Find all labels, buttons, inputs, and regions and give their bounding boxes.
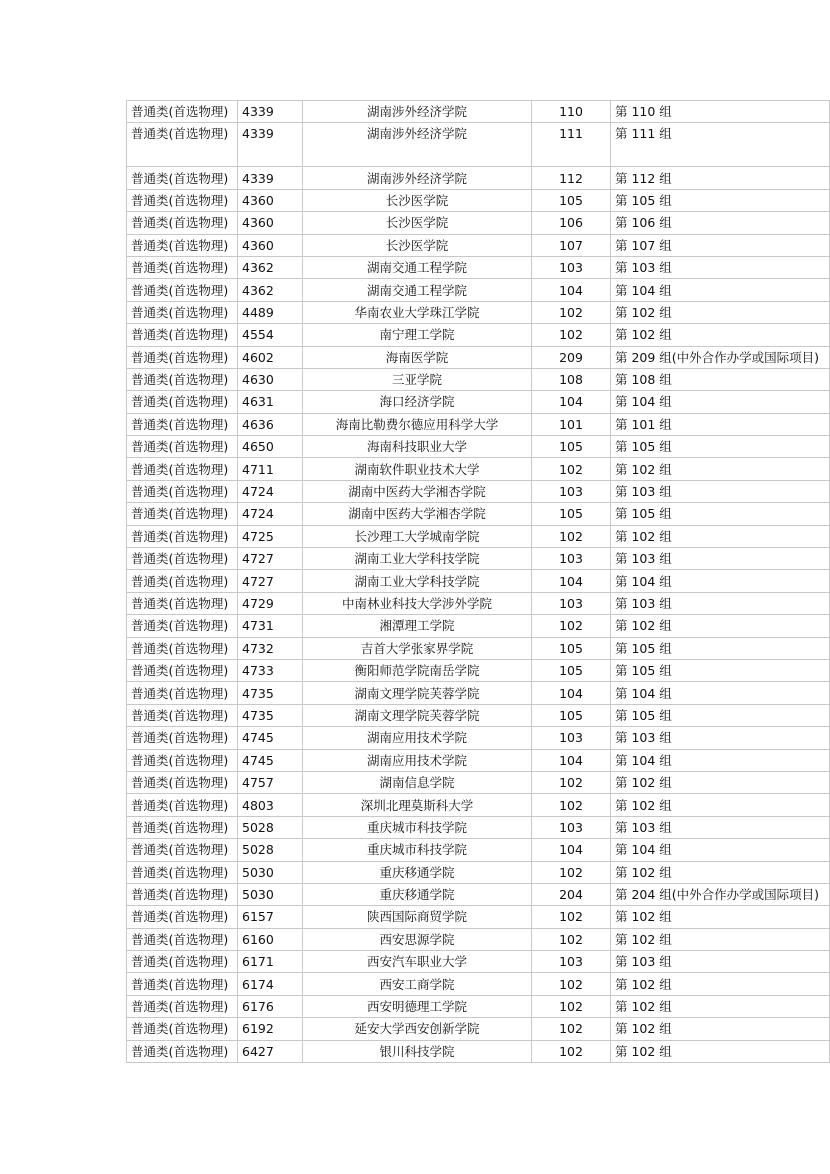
category-cell: 普通类(首选物理) (127, 189, 238, 211)
group-code-cell: 103 (532, 256, 611, 278)
table-row (127, 749, 830, 771)
group-code-cell: 105 (532, 436, 611, 458)
school-code-cell: 5028 (238, 816, 303, 838)
group-desc-cell: 第 104 组 (611, 391, 830, 413)
school-code-cell: 4745 (238, 727, 303, 749)
group-desc-cell: 第 102 组 (611, 906, 830, 928)
group-desc-cell: 第 102 组 (611, 458, 830, 480)
category-cell: 普通类(首选物理) (127, 973, 238, 995)
group-code-cell: 105 (532, 659, 611, 681)
group-code-cell: 104 (532, 279, 611, 301)
group-desc-cell: 第 209 组(中外合作办学或国际项目) (611, 346, 830, 368)
school-code-cell: 4732 (238, 637, 303, 659)
group-code-cell: 103 (532, 727, 611, 749)
table-row (127, 727, 830, 749)
category-cell: 普通类(首选物理) (127, 682, 238, 704)
category-cell: 普通类(首选物理) (127, 480, 238, 502)
school-code-cell: 4745 (238, 749, 303, 771)
group-code-cell: 209 (532, 346, 611, 368)
category-cell: 普通类(首选物理) (127, 727, 238, 749)
school-code-cell: 6171 (238, 951, 303, 973)
school-code-cell: 4711 (238, 458, 303, 480)
category-cell: 普通类(首选物理) (127, 324, 238, 346)
table-row (127, 212, 830, 234)
group-code-cell: 102 (532, 771, 611, 793)
group-code-cell: 102 (532, 458, 611, 480)
group-code-cell: 102 (532, 1018, 611, 1040)
group-desc-cell: 第 105 组 (611, 436, 830, 458)
school-name-cell: 湖南中医药大学湘杏学院 (303, 503, 532, 525)
group-code-cell: 102 (532, 301, 611, 323)
group-desc-cell: 第 108 组 (611, 368, 830, 390)
group-code-cell: 102 (532, 324, 611, 346)
table-row (127, 368, 830, 390)
school-name-cell: 重庆移通学院 (303, 883, 532, 905)
category-cell: 普通类(首选物理) (127, 525, 238, 547)
school-code-cell: 4803 (238, 794, 303, 816)
group-desc-cell: 第 102 组 (611, 615, 830, 637)
group-code-cell: 102 (532, 615, 611, 637)
school-code-cell: 4724 (238, 480, 303, 502)
school-name-cell: 西安思源学院 (303, 928, 532, 950)
table-row (127, 570, 830, 592)
table-row (127, 413, 830, 435)
school-name-cell: 海南医学院 (303, 346, 532, 368)
table-row (127, 279, 830, 301)
group-code-cell: 104 (532, 570, 611, 592)
category-cell: 普通类(首选物理) (127, 123, 238, 167)
category-cell: 普通类(首选物理) (127, 704, 238, 726)
group-desc-cell: 第 102 组 (611, 301, 830, 323)
category-cell: 普通类(首选物理) (127, 839, 238, 861)
group-desc-cell: 第 107 组 (611, 234, 830, 256)
table-row (127, 480, 830, 502)
school-code-cell: 4339 (238, 101, 303, 123)
school-name-cell: 长沙医学院 (303, 189, 532, 211)
school-code-cell: 4631 (238, 391, 303, 413)
school-code-cell: 5030 (238, 883, 303, 905)
school-code-cell: 4362 (238, 256, 303, 278)
category-cell: 普通类(首选物理) (127, 816, 238, 838)
group-desc-cell: 第 103 组 (611, 951, 830, 973)
table-row (127, 1040, 830, 1062)
category-cell: 普通类(首选物理) (127, 548, 238, 570)
school-name-cell: 湖南涉外经济学院 (303, 101, 532, 123)
category-cell: 普通类(首选物理) (127, 771, 238, 793)
group-desc-cell: 第 102 组 (611, 928, 830, 950)
category-cell: 普通类(首选物理) (127, 279, 238, 301)
group-desc-cell: 第 204 组(中外合作办学或国际项目) (611, 883, 830, 905)
school-name-cell: 吉首大学张家界学院 (303, 637, 532, 659)
category-cell: 普通类(首选物理) (127, 368, 238, 390)
group-code-cell: 103 (532, 951, 611, 973)
table-row (127, 682, 830, 704)
school-code-cell: 4724 (238, 503, 303, 525)
group-code-cell: 112 (532, 167, 611, 189)
table-row (127, 973, 830, 995)
group-desc-cell: 第 102 组 (611, 525, 830, 547)
school-code-cell: 4360 (238, 189, 303, 211)
category-cell: 普通类(首选物理) (127, 256, 238, 278)
category-cell: 普通类(首选物理) (127, 951, 238, 973)
table-row (127, 123, 830, 167)
group-code-cell: 103 (532, 480, 611, 502)
school-name-cell: 湖南交通工程学院 (303, 279, 532, 301)
group-code-cell: 107 (532, 234, 611, 256)
school-code-cell: 4729 (238, 592, 303, 614)
school-name-cell: 西安工商学院 (303, 973, 532, 995)
school-code-cell: 6427 (238, 1040, 303, 1062)
table-row (127, 816, 830, 838)
school-code-cell: 4731 (238, 615, 303, 637)
group-desc-cell: 第 105 组 (611, 704, 830, 726)
school-name-cell: 湖南应用技术学院 (303, 749, 532, 771)
school-name-cell: 三亚学院 (303, 368, 532, 390)
school-code-cell: 4636 (238, 413, 303, 435)
table-row (127, 883, 830, 905)
school-name-cell: 中南林业科技大学涉外学院 (303, 592, 532, 614)
table-row (127, 503, 830, 525)
table-row (127, 659, 830, 681)
school-code-cell: 6176 (238, 995, 303, 1017)
group-desc-cell: 第 112 组 (611, 167, 830, 189)
group-desc-cell: 第 102 组 (611, 995, 830, 1017)
school-code-cell: 4630 (238, 368, 303, 390)
group-desc-cell: 第 104 组 (611, 839, 830, 861)
school-code-cell: 4727 (238, 548, 303, 570)
table-row (127, 458, 830, 480)
school-name-cell: 深圳北理莫斯科大学 (303, 794, 532, 816)
school-name-cell: 长沙医学院 (303, 234, 532, 256)
admission-group-table (126, 100, 830, 1063)
school-name-cell: 西安汽车职业大学 (303, 951, 532, 973)
school-name-cell: 湖南软件职业技术大学 (303, 458, 532, 480)
group-code-cell: 104 (532, 391, 611, 413)
group-desc-cell: 第 104 组 (611, 749, 830, 771)
table-row (127, 794, 830, 816)
school-code-cell: 4757 (238, 771, 303, 793)
group-desc-cell: 第 102 组 (611, 1040, 830, 1062)
school-code-cell: 4339 (238, 123, 303, 167)
category-cell: 普通类(首选物理) (127, 436, 238, 458)
table-row (127, 391, 830, 413)
group-code-cell: 101 (532, 413, 611, 435)
school-name-cell: 银川科技学院 (303, 1040, 532, 1062)
school-name-cell: 湖南工业大学科技学院 (303, 548, 532, 570)
school-name-cell: 湖南应用技术学院 (303, 727, 532, 749)
table-row (127, 637, 830, 659)
table-row (127, 548, 830, 570)
category-cell: 普通类(首选物理) (127, 749, 238, 771)
table-row (127, 525, 830, 547)
group-code-cell: 104 (532, 749, 611, 771)
table-row (127, 592, 830, 614)
group-desc-cell: 第 103 组 (611, 592, 830, 614)
group-desc-cell: 第 103 组 (611, 548, 830, 570)
group-desc-cell: 第 111 组 (611, 123, 830, 167)
group-desc-cell: 第 104 组 (611, 279, 830, 301)
school-code-cell: 4735 (238, 704, 303, 726)
school-name-cell: 湘潭理工学院 (303, 615, 532, 637)
group-code-cell: 104 (532, 839, 611, 861)
school-name-cell: 华南农业大学珠江学院 (303, 301, 532, 323)
table-row (127, 167, 830, 189)
group-code-cell: 102 (532, 995, 611, 1017)
group-code-cell: 103 (532, 816, 611, 838)
group-desc-cell: 第 102 组 (611, 973, 830, 995)
category-cell: 普通类(首选物理) (127, 234, 238, 256)
group-code-cell: 102 (532, 525, 611, 547)
school-name-cell: 长沙理工大学城南学院 (303, 525, 532, 547)
table-row (127, 234, 830, 256)
group-code-cell: 103 (532, 592, 611, 614)
table-row (127, 928, 830, 950)
school-name-cell: 湖南工业大学科技学院 (303, 570, 532, 592)
school-name-cell: 衡阳师范学院南岳学院 (303, 659, 532, 681)
school-code-cell: 4339 (238, 167, 303, 189)
group-code-cell: 103 (532, 548, 611, 570)
school-code-cell: 4554 (238, 324, 303, 346)
group-desc-cell: 第 105 组 (611, 189, 830, 211)
table-row (127, 615, 830, 637)
school-code-cell: 6157 (238, 906, 303, 928)
school-name-cell: 海口经济学院 (303, 391, 532, 413)
group-desc-cell: 第 110 组 (611, 101, 830, 123)
group-code-cell: 204 (532, 883, 611, 905)
group-code-cell: 105 (532, 503, 611, 525)
school-code-cell: 4602 (238, 346, 303, 368)
school-code-cell: 6192 (238, 1018, 303, 1040)
group-code-cell: 110 (532, 101, 611, 123)
school-code-cell: 4735 (238, 682, 303, 704)
table-row (127, 704, 830, 726)
category-cell: 普通类(首选物理) (127, 592, 238, 614)
school-name-cell: 湖南文理学院芙蓉学院 (303, 682, 532, 704)
school-code-cell: 4725 (238, 525, 303, 547)
school-code-cell: 4489 (238, 301, 303, 323)
table-row (127, 995, 830, 1017)
school-code-cell: 4362 (238, 279, 303, 301)
category-cell: 普通类(首选物理) (127, 458, 238, 480)
school-code-cell: 4360 (238, 212, 303, 234)
school-code-cell: 4650 (238, 436, 303, 458)
category-cell: 普通类(首选物理) (127, 503, 238, 525)
group-desc-cell: 第 102 组 (611, 861, 830, 883)
group-code-cell: 105 (532, 189, 611, 211)
school-name-cell: 南宁理工学院 (303, 324, 532, 346)
school-name-cell: 长沙医学院 (303, 212, 532, 234)
group-code-cell: 102 (532, 906, 611, 928)
group-desc-cell: 第 103 组 (611, 256, 830, 278)
group-desc-cell: 第 102 组 (611, 324, 830, 346)
group-desc-cell: 第 101 组 (611, 413, 830, 435)
category-cell: 普通类(首选物理) (127, 659, 238, 681)
table-row (127, 906, 830, 928)
category-cell: 普通类(首选物理) (127, 301, 238, 323)
group-desc-cell: 第 104 组 (611, 682, 830, 704)
group-desc-cell: 第 103 组 (611, 727, 830, 749)
school-name-cell: 重庆移通学院 (303, 861, 532, 883)
table-row (127, 436, 830, 458)
table-row (127, 771, 830, 793)
school-name-cell: 重庆城市科技学院 (303, 816, 532, 838)
category-cell: 普通类(首选物理) (127, 570, 238, 592)
school-name-cell: 西安明德理工学院 (303, 995, 532, 1017)
category-cell: 普通类(首选物理) (127, 615, 238, 637)
group-code-cell: 104 (532, 682, 611, 704)
category-cell: 普通类(首选物理) (127, 391, 238, 413)
group-code-cell: 102 (532, 928, 611, 950)
category-cell: 普通类(首选物理) (127, 101, 238, 123)
category-cell: 普通类(首选物理) (127, 167, 238, 189)
category-cell: 普通类(首选物理) (127, 906, 238, 928)
category-cell: 普通类(首选物理) (127, 861, 238, 883)
category-cell: 普通类(首选物理) (127, 928, 238, 950)
school-name-cell: 陕西国际商贸学院 (303, 906, 532, 928)
table-row (127, 861, 830, 883)
group-desc-cell: 第 105 组 (611, 659, 830, 681)
group-code-cell: 102 (532, 861, 611, 883)
group-desc-cell: 第 102 组 (611, 771, 830, 793)
table-row (127, 951, 830, 973)
school-name-cell: 湖南中医药大学湘杏学院 (303, 480, 532, 502)
table-row (127, 324, 830, 346)
school-code-cell: 6174 (238, 973, 303, 995)
category-cell: 普通类(首选物理) (127, 212, 238, 234)
school-code-cell: 5030 (238, 861, 303, 883)
category-cell: 普通类(首选物理) (127, 794, 238, 816)
group-code-cell: 102 (532, 973, 611, 995)
group-desc-cell: 第 105 组 (611, 503, 830, 525)
category-cell: 普通类(首选物理) (127, 413, 238, 435)
school-name-cell: 湖南文理学院芙蓉学院 (303, 704, 532, 726)
school-name-cell: 湖南交通工程学院 (303, 256, 532, 278)
category-cell: 普通类(首选物理) (127, 1040, 238, 1062)
group-desc-cell: 第 102 组 (611, 1018, 830, 1040)
school-code-cell: 4727 (238, 570, 303, 592)
school-name-cell: 延安大学西安创新学院 (303, 1018, 532, 1040)
category-cell: 普通类(首选物理) (127, 637, 238, 659)
school-code-cell: 6160 (238, 928, 303, 950)
table-row (127, 346, 830, 368)
school-name-cell: 湖南涉外经济学院 (303, 123, 532, 167)
group-desc-cell: 第 104 组 (611, 570, 830, 592)
table-row (127, 839, 830, 861)
group-code-cell: 105 (532, 637, 611, 659)
category-cell: 普通类(首选物理) (127, 995, 238, 1017)
school-name-cell: 重庆城市科技学院 (303, 839, 532, 861)
group-code-cell: 105 (532, 704, 611, 726)
group-desc-cell: 第 105 组 (611, 637, 830, 659)
table-row (127, 301, 830, 323)
school-name-cell: 海南科技职业大学 (303, 436, 532, 458)
school-code-cell: 4733 (238, 659, 303, 681)
group-code-cell: 106 (532, 212, 611, 234)
group-desc-cell: 第 102 组 (611, 794, 830, 816)
table-row (127, 101, 830, 123)
group-desc-cell: 第 103 组 (611, 480, 830, 502)
category-cell: 普通类(首选物理) (127, 1018, 238, 1040)
group-desc-cell: 第 106 组 (611, 212, 830, 234)
school-name-cell: 湖南涉外经济学院 (303, 167, 532, 189)
group-desc-cell: 第 103 组 (611, 816, 830, 838)
school-code-cell: 5028 (238, 839, 303, 861)
group-code-cell: 111 (532, 123, 611, 167)
category-cell: 普通类(首选物理) (127, 346, 238, 368)
group-code-cell: 108 (532, 368, 611, 390)
category-cell: 普通类(首选物理) (127, 883, 238, 905)
school-name-cell: 湖南信息学院 (303, 771, 532, 793)
table-body (127, 101, 830, 1063)
school-name-cell: 海南比勒费尔德应用科学大学 (303, 413, 532, 435)
group-code-cell: 102 (532, 794, 611, 816)
table-row (127, 256, 830, 278)
table-row (127, 189, 830, 211)
school-code-cell: 4360 (238, 234, 303, 256)
table-row (127, 1018, 830, 1040)
group-code-cell: 102 (532, 1040, 611, 1062)
